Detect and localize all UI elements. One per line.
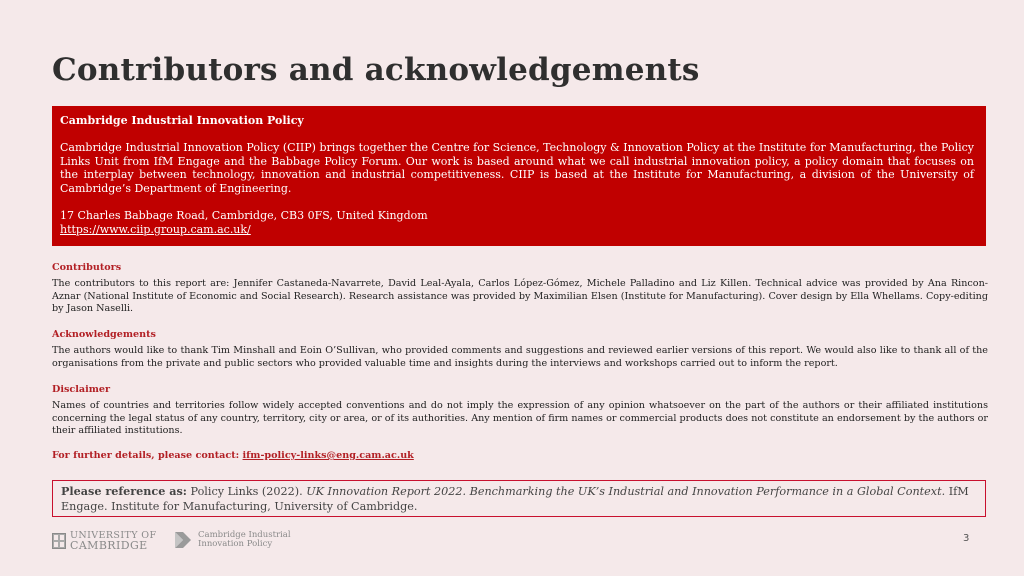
ciip-heading: Cambridge Industrial Innovation Policy [60, 114, 304, 127]
ciip-logo-line1: Cambridge Industrial [198, 529, 291, 540]
contact-email-link[interactable]: ifm-policy-links@eng.cam.ac.uk [242, 450, 414, 461]
reference-title: UK Innovation Report 2022. Benchmarking the UK’s Industrial and Innovation Performance in a Global Context. [306, 485, 946, 498]
contributors-heading: Contributors [52, 262, 122, 273]
cambridge-crest-icon [52, 533, 66, 549]
acknowledgements-text: The authors would like to thank Tim Minshall and Eoin O’Sullivan, who provided comments and suggestions and reviewed earlier versions of this report. We would also like to thank all of the organisations from the private and public sectors who provided valuable time and insights during the interviews and workshops carried out to inform the report. [52, 345, 988, 369]
disclaimer-heading: Disclaimer [52, 384, 111, 395]
further-details-label: For further details, please contact: [52, 450, 240, 461]
reference-publisher: IfM Engage. Institute for Manufacturing, University of Cambridge. [61, 485, 969, 513]
acknowledgements-heading: Acknowledgements [52, 329, 156, 340]
contributors-text: The contributors to this report are: Jennifer Castaneda-Navarrete, David Leal-Ayala, Carlos López-Gómez, Michele Palladino and Liz Killen. Technical advice was provided by Ana Rincon-Aznar (National Institute of Economic and Social Research). Research assistance was provided by Maximilian Elsen (Institute for Manufacturing). Cover design by Ella Whellams. Copy-editing by Jason Naselli. [52, 278, 988, 315]
ciip-chevron-icon [173, 530, 193, 550]
ciip-info-box [52, 106, 986, 246]
reference-authors: Policy Links (2022). [190, 485, 303, 498]
page-number: 3 [963, 533, 970, 544]
page-title: Contributors and acknowledgements [52, 52, 700, 88]
university-of-cambridge-logo [52, 531, 157, 551]
disclaimer-section [52, 384, 988, 438]
ciip-website-link[interactable]: https://www.ciip.group.cam.ac.uk/ [60, 222, 251, 236]
uc-logo-line2: CAMBRIDGE [70, 539, 148, 552]
contributors-section [52, 262, 988, 316]
ciip-logo-line2: Innovation Policy [198, 539, 273, 549]
reference-lead: Please reference as: [61, 484, 187, 498]
disclaimer-text: Names of countries and territories follow widely accepted conventions and do not imply the expression of any opinion whatsoever on the part of the authors or their affiliated institutions concerning the legal status of any country, territory, city or area, or of its authorities. Any mention of firm names or commercial products does not constitute an endorsement by the authors or their affiliated institutions. [52, 400, 988, 437]
further-details [52, 450, 414, 461]
ciip-logo [173, 530, 291, 550]
ciip-description: Cambridge Industrial Innovation Policy (CIIP) brings together the Centre for Science, Technology & Innovation Policy at the Institute for Manufacturing, the Policy Links Unit from IfM Engage and the Babbage Policy Forum. Our work is based around what we call industrial innovation policy, a policy domain that focuses on the interplay between technology, innovation and industrial competitiveness. CIIP is based at the Institute for Manufacturing, a division of the University of Cambridge’s Department of Engineering. [60, 140, 974, 196]
reference-box [52, 480, 986, 517]
acknowledgements-section [52, 329, 988, 370]
ciip-address: 17 Charles Babbage Road, Cambridge, CB3 0FS, United Kingdom [60, 208, 428, 222]
uc-logo-line1: UNIVERSITY OF [70, 530, 157, 541]
